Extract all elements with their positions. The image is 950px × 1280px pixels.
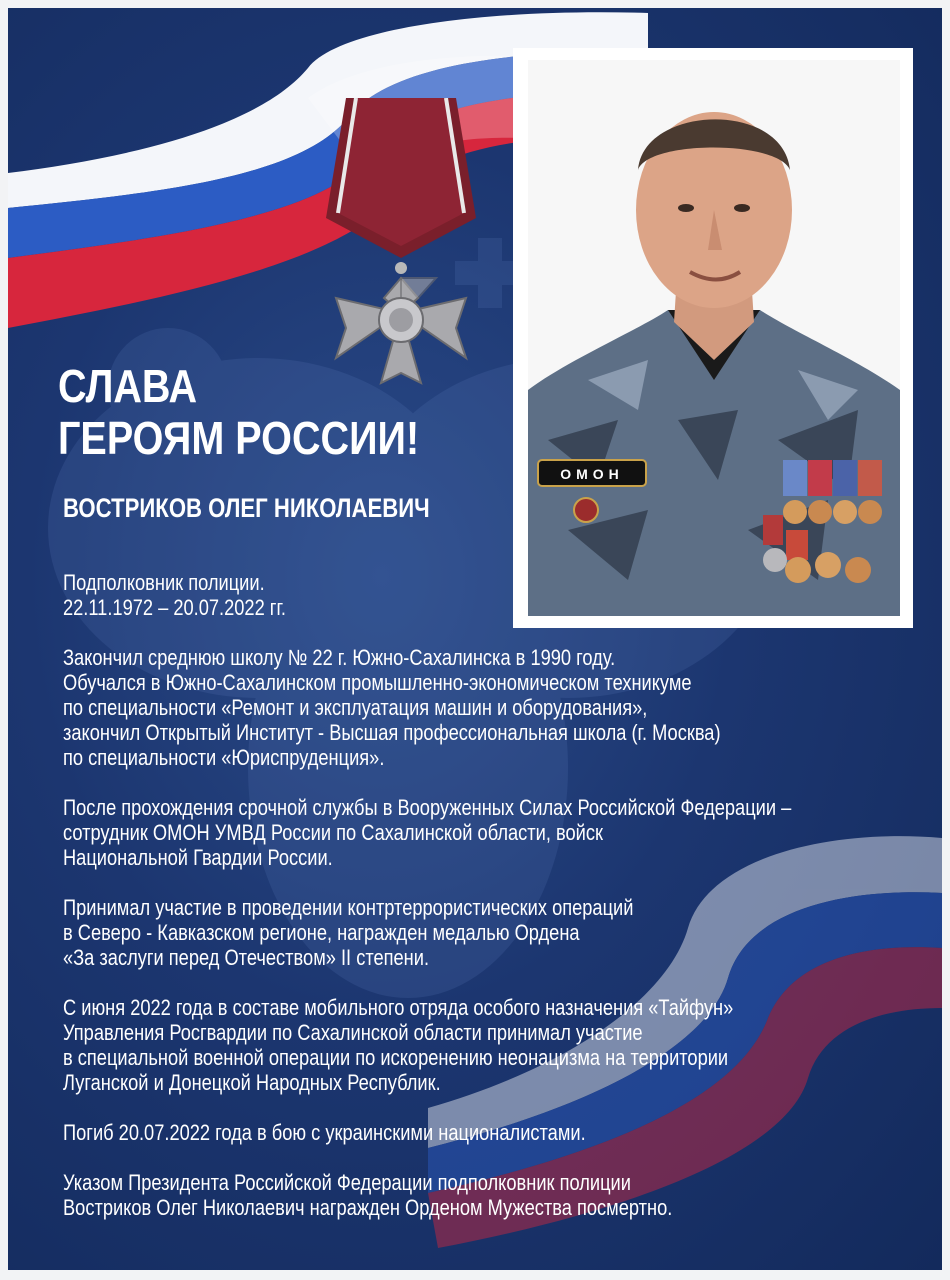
bio-paragraph-operations	[63, 895, 893, 970]
portrait-photo	[528, 60, 900, 616]
memorial-poster	[8, 8, 942, 1270]
bio-line: С июня 2022 года в составе мобильного отряда особого назначения «Тайфун»	[63, 995, 734, 1020]
omon-patch-label: ОМОН	[560, 466, 624, 482]
hero-name: ВОСТРИКОВ ОЛЕГ НИКОЛАЕВИЧ	[63, 493, 430, 523]
bio-line: Управления Росгвардии по Сахалинской области принимал участие	[63, 1020, 643, 1045]
order-of-courage-medal-icon	[326, 98, 476, 398]
bio-line: в специальной военной операции по искоренению неонацизма на территории	[63, 1045, 729, 1070]
bio-line: «За заслуги перед Отечеством» II степени.	[63, 945, 430, 970]
bio-line: Погиб 20.07.2022 года в бою с украинскими националистами.	[63, 1120, 586, 1145]
bio-line: Закончил среднюю школу № 22 г. Южно-Сахалинска в 1990 году.	[63, 645, 616, 670]
bio-paragraph-2022	[63, 995, 893, 1095]
bio-line: 22.11.1972 – 20.07.2022 гг.	[63, 595, 286, 620]
headline-line-1: СЛАВА	[58, 360, 198, 412]
headline-line-2: ГЕРОЯМ РОССИИ!	[58, 412, 420, 464]
bio-paragraph-service	[63, 795, 893, 870]
bio-paragraph-award	[63, 1170, 893, 1220]
bio-line: сотрудник ОМОН УМВД России по Сахалинской области, войск	[63, 820, 603, 845]
bio-line: Принимал участие в проведении контртеррористических операций	[63, 895, 634, 920]
bio-paragraph-rank	[63, 570, 893, 620]
headline	[58, 360, 419, 464]
bio-line: Луганской и Донецкой Народных Республик.	[63, 1070, 441, 1095]
bio-line: Подполковник полиции.	[63, 570, 265, 595]
bio-line: закончил Открытый Институт - Высшая профессиональная школа (г. Москва)	[63, 720, 721, 745]
bio-line: После прохождения срочной службы в Вооруженных Силах Российской Федерации –	[63, 795, 792, 820]
bio-line: по специальности «Ремонт и эксплуатация машин и оборудования»,	[63, 695, 648, 720]
bio-line: Указом Президента Российской Федерации подполковник полиции	[63, 1170, 631, 1195]
bio-line: Национальной Гвардии России.	[63, 845, 333, 870]
bio-line: в Северо - Кавказском регионе, награжден медалью Ордена	[63, 920, 580, 945]
biography	[63, 570, 893, 1245]
bio-paragraph-education	[63, 645, 893, 770]
bio-line: по специальности «Юриспруденция».	[63, 745, 385, 770]
bio-paragraph-death	[63, 1120, 893, 1145]
portrait-image	[528, 60, 900, 616]
bio-line: Востриков Олег Николаевич награжден Орденом Мужества посмертно.	[63, 1195, 673, 1220]
bio-line: Обучался в Южно-Сахалинском промышленно-экономическом техникуме	[63, 670, 692, 695]
